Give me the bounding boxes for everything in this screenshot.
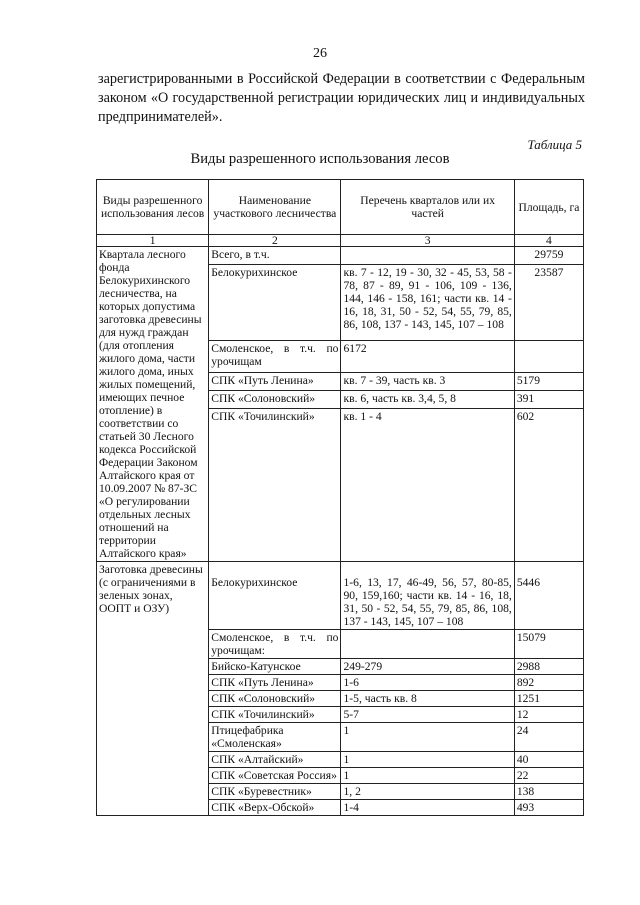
area-cell: 23587 — [514, 264, 583, 340]
table-title: Виды разрешенного использования лесов — [190, 151, 450, 167]
area-cell: 22 — [514, 768, 583, 784]
forestry-cell: СПК «Точилинский» — [209, 707, 341, 723]
table-label: Таблица 5 — [527, 137, 582, 152]
forestry-cell: Белокурихинское — [209, 562, 341, 630]
area-cell: 1251 — [514, 691, 583, 707]
area-cell: 892 — [514, 675, 583, 691]
blocks-cell: 5-7 — [341, 707, 514, 723]
blocks-cell: 6172 — [341, 340, 514, 372]
header-area: Площадь, га — [514, 180, 583, 235]
area-cell: 15079 — [514, 630, 583, 659]
forestry-cell: СПК «Путь Ленина» — [209, 373, 341, 391]
blocks-cell: кв. 7 - 39, часть кв. 3 — [341, 373, 514, 391]
header-forestry: Наименование участкового лесничества — [209, 180, 341, 235]
column-number: 1 — [97, 235, 209, 247]
area-cell: 5179 — [514, 373, 583, 391]
area-cell: 138 — [514, 784, 583, 800]
forestry-cell: Смоленское, в т.ч. по урочищам — [209, 340, 341, 372]
column-number: 4 — [514, 235, 583, 247]
forest-use-table — [96, 179, 584, 816]
blocks-cell: 1, 2 — [341, 784, 514, 800]
blocks-cell: 1-6, 13, 17, 46-49, 56, 57, 80-85, 90, 159,160; части кв. 14 - 16, 18, 31, 50 - 52, 54, 55, 79, 85, 86, 108, 137 - 143, 145, 107 – 108 — [341, 562, 514, 630]
forestry-cell: СПК «Буревестник» — [209, 784, 341, 800]
area-cell: 5446 — [514, 562, 583, 630]
area-cell: 602 — [514, 409, 583, 562]
forestry-cell: СПК «Солоновский» — [209, 391, 341, 409]
column-number: 2 — [209, 235, 341, 247]
blocks-cell: кв. 1 - 4 — [341, 409, 514, 562]
table-row — [97, 562, 584, 630]
forestry-cell: Всего, в т.ч. — [209, 247, 341, 265]
blocks-cell: кв. 6, часть кв. 3,4, 5, 8 — [341, 391, 514, 409]
blocks-cell: 1-5, часть кв. 8 — [341, 691, 514, 707]
header-blocks: Перечень кварталов или их частей — [341, 180, 514, 235]
forestry-cell: СПК «Солоновский» — [209, 691, 341, 707]
forestry-cell: СПК «Путь Ленина» — [209, 675, 341, 691]
forestry-cell: СПК «Верх-Обской» — [209, 800, 341, 816]
page-number: 26 — [313, 46, 327, 61]
use-type-cell: Заготовка древесины (с ограничениями в зеленых зонах, ООПТ и ОЗУ) — [97, 562, 209, 816]
blocks-cell: 1 — [341, 723, 514, 752]
forestry-cell: СПК «Точилинский» — [209, 409, 341, 562]
blocks-cell: 249-279 — [341, 659, 514, 675]
area-cell: 2988 — [514, 659, 583, 675]
area-cell: 391 — [514, 391, 583, 409]
table-row — [97, 247, 584, 265]
header-use-type: Виды разрешенного использования лесов — [97, 180, 209, 235]
column-number-row — [97, 235, 584, 247]
blocks-cell: 1-6 — [341, 675, 514, 691]
forestry-cell: Смоленское, в т.ч. по урочищам: — [209, 630, 341, 659]
area-cell: 493 — [514, 800, 583, 816]
blocks-cell — [341, 630, 514, 659]
intro-paragraph: зарегистрированными в Российской Федерации в соответствии с Федеральным законом «О государственной регистрации юридических лиц и индивидуальных предпринимателей». — [98, 71, 585, 125]
blocks-cell: 1-4 — [341, 800, 514, 816]
use-type-cell: Квартала лесного фонда Белокурихинского лесничества, на которых допустима заготовка древесины для нужд граждан (для отопления жилого дома, части жилого дома, иных жилых помещений, имеющих печное отопление) в соответствии со статьей 30 Лесного кодекса Российской Федерации Законом Алтайского края от 10.09.2007 № 87-ЗС «О регулировании отдельных лесных отношений на территории Алтайского края» — [97, 247, 209, 562]
area-cell: 24 — [514, 723, 583, 752]
area-cell: 12 — [514, 707, 583, 723]
area-cell: 40 — [514, 752, 583, 768]
forestry-cell: Бийско-Катунское — [209, 659, 341, 675]
column-number: 3 — [341, 235, 514, 247]
forestry-cell: Птицефабрика «Смоленская» — [209, 723, 341, 752]
blocks-cell — [341, 247, 514, 265]
area-cell: 29759 — [514, 247, 583, 265]
forestry-cell: Белокурихинское — [209, 264, 341, 340]
forestry-cell: СПК «Алтайский» — [209, 752, 341, 768]
forestry-cell: СПК «Советская Россия» — [209, 768, 341, 784]
blocks-cell: 1 — [341, 768, 514, 784]
blocks-cell: кв. 7 - 12, 19 - 30, 32 - 45, 53, 58 - 78, 87 - 89, 91 - 106, 109 - 136, 144, 146 - 158, 161; части кв. 14 - 16, 18, 31, 50 - 52, 54, 55, 79, 85, 86, 108, 137 - 143, 145, 107 – 108 — [341, 264, 514, 340]
blocks-cell: 1 — [341, 752, 514, 768]
area-cell — [514, 340, 583, 372]
table-header-row — [97, 180, 584, 235]
